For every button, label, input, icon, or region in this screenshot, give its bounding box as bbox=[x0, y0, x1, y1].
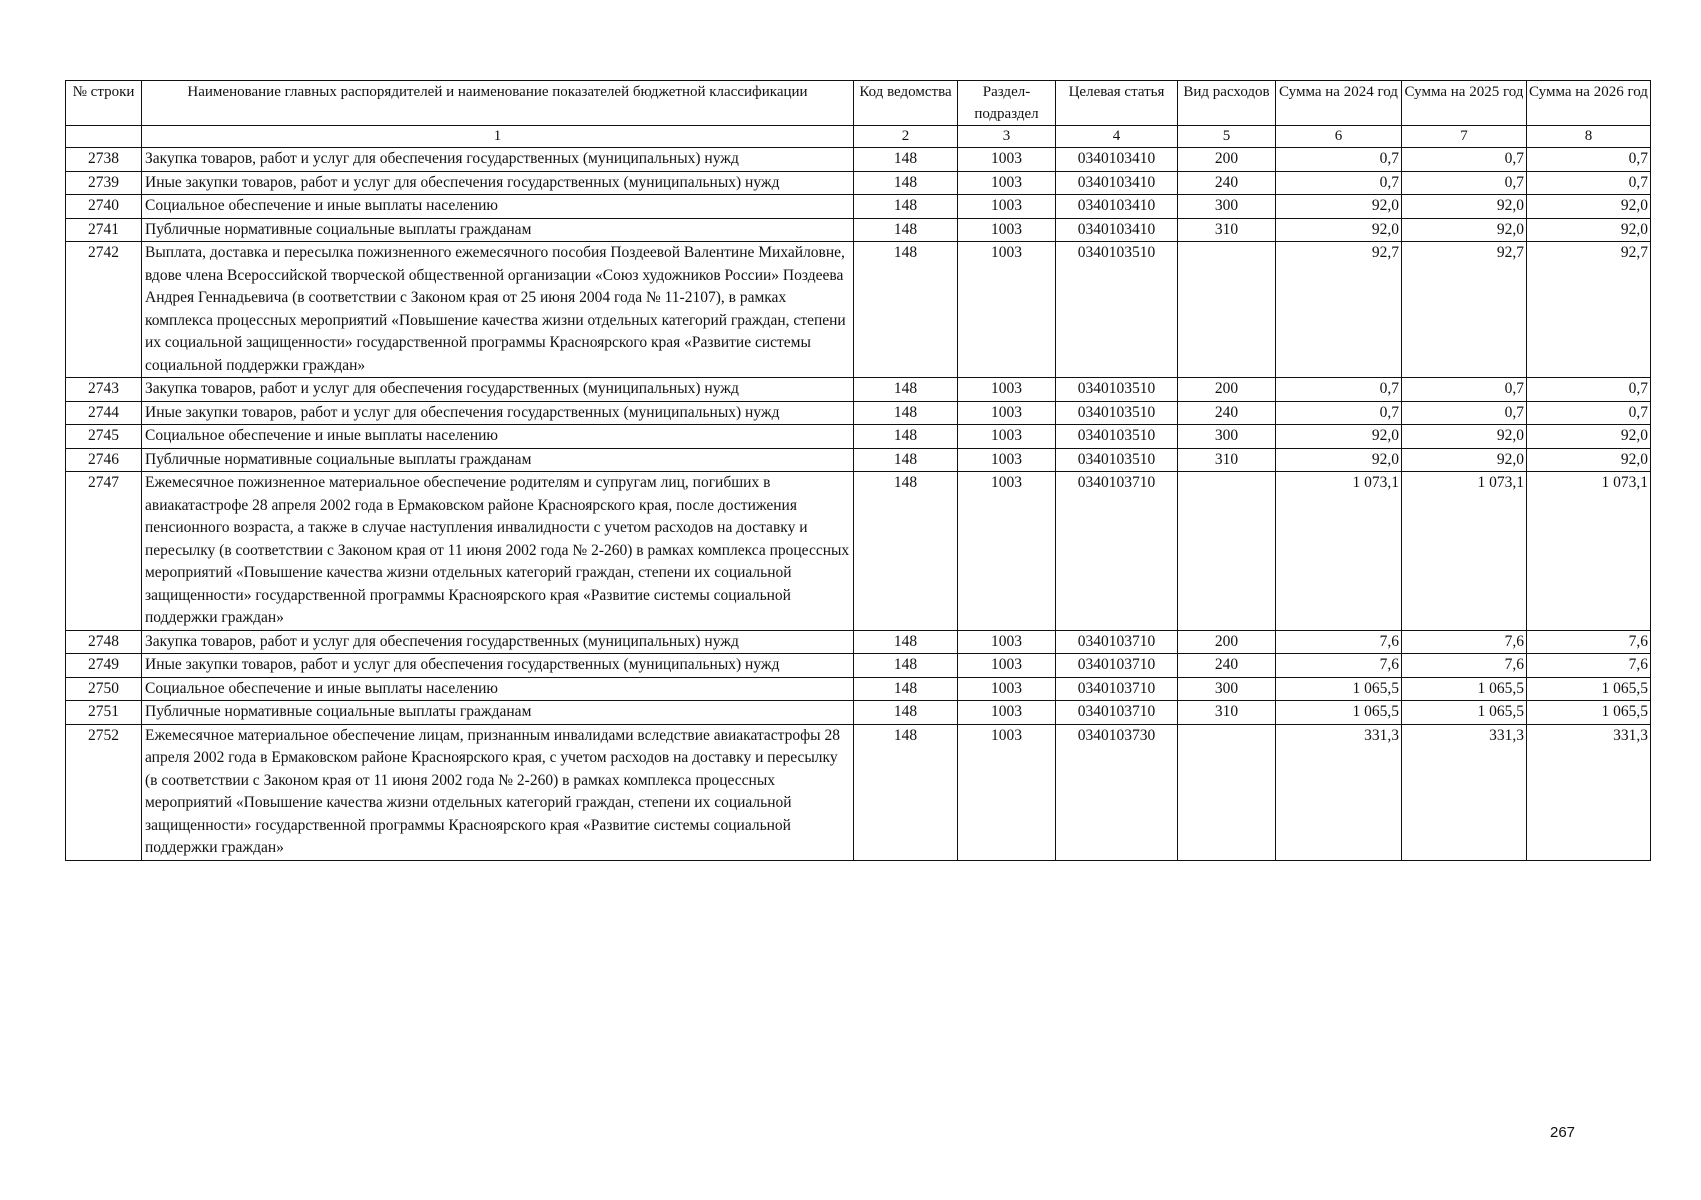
sum-2025: 92,0 bbox=[1402, 218, 1527, 242]
sum-2026: 7,6 bbox=[1527, 654, 1651, 678]
row-number: 2747 bbox=[66, 472, 142, 631]
sum-2025: 92,0 bbox=[1402, 448, 1527, 472]
header-sum-2025: Сумма на 2025 год bbox=[1402, 81, 1527, 126]
department-code: 148 bbox=[854, 654, 958, 678]
section-code: 1003 bbox=[958, 472, 1056, 631]
header-name: Наименование главных распорядителей и наименование показателей бюджетной классификации bbox=[142, 81, 854, 126]
expense-type-code: 240 bbox=[1178, 654, 1276, 678]
column-number: 4 bbox=[1056, 126, 1178, 148]
header-row bbox=[66, 81, 1651, 126]
expense-type-code: 300 bbox=[1178, 677, 1276, 701]
section-code: 1003 bbox=[958, 242, 1056, 378]
sum-2024: 92,0 bbox=[1276, 448, 1402, 472]
sum-2025: 92,7 bbox=[1402, 242, 1527, 378]
sum-2026: 0,7 bbox=[1527, 148, 1651, 172]
target-item-code: 0340103710 bbox=[1056, 677, 1178, 701]
sum-2024: 1 065,5 bbox=[1276, 701, 1402, 725]
expense-type-code bbox=[1178, 472, 1276, 631]
target-item-code: 0340103410 bbox=[1056, 195, 1178, 219]
expense-type-code: 300 bbox=[1178, 195, 1276, 219]
department-code: 148 bbox=[854, 425, 958, 449]
target-item-code: 0340103410 bbox=[1056, 171, 1178, 195]
row-number: 2743 bbox=[66, 378, 142, 402]
target-item-code: 0340103410 bbox=[1056, 218, 1178, 242]
department-code: 148 bbox=[854, 677, 958, 701]
section-code: 1003 bbox=[958, 218, 1056, 242]
section-code: 1003 bbox=[958, 378, 1056, 402]
header-sum-2026: Сумма на 2026 год bbox=[1527, 81, 1651, 126]
row-number: 2738 bbox=[66, 148, 142, 172]
page-number: 267 bbox=[1550, 1124, 1576, 1141]
row-name: Публичные нормативные социальные выплаты гражданам bbox=[142, 701, 854, 725]
sum-2026: 92,0 bbox=[1527, 425, 1651, 449]
header-row-number: № строки bbox=[66, 81, 142, 126]
expense-type-code bbox=[1178, 242, 1276, 378]
section-code: 1003 bbox=[958, 724, 1056, 860]
row-number: 2750 bbox=[66, 677, 142, 701]
sum-2026: 0,7 bbox=[1527, 378, 1651, 402]
department-code: 148 bbox=[854, 195, 958, 219]
target-item-code: 0340103510 bbox=[1056, 401, 1178, 425]
target-item-code: 0340103710 bbox=[1056, 701, 1178, 725]
sum-2026: 0,7 bbox=[1527, 401, 1651, 425]
target-item-code: 0340103710 bbox=[1056, 630, 1178, 654]
section-code: 1003 bbox=[958, 195, 1056, 219]
row-name: Ежемесячное материальное обеспечение лицам, признанным инвалидами вследствие авиакатастрофы 28 апреля 2002 года в Ермаковском районе Красноярского края, с учетом расходов на доставку и пересылку (в соответствии с Законом края от 11 июня 2002 года № 2-260) в рамках комплекса процессных мероприятий «Повышение качества жизни отдельных категорий граждан, степени их социальной защищенности» государственной программы Красноярского края «Развитие системы социальной поддержки граждан» bbox=[142, 724, 854, 860]
table-row bbox=[66, 448, 1651, 472]
header-sum-2024: Сумма на 2024 год bbox=[1276, 81, 1402, 126]
sum-2025: 1 065,5 bbox=[1402, 677, 1527, 701]
section-code: 1003 bbox=[958, 677, 1056, 701]
expense-type-code: 200 bbox=[1178, 630, 1276, 654]
sum-2024: 1 073,1 bbox=[1276, 472, 1402, 631]
row-name: Публичные нормативные социальные выплаты гражданам bbox=[142, 218, 854, 242]
row-number: 2744 bbox=[66, 401, 142, 425]
target-item-code: 0340103510 bbox=[1056, 425, 1178, 449]
expense-type-code: 310 bbox=[1178, 701, 1276, 725]
table-row bbox=[66, 701, 1651, 725]
row-number: 2748 bbox=[66, 630, 142, 654]
sum-2025: 0,7 bbox=[1402, 171, 1527, 195]
header-section: Раздел-подраздел bbox=[958, 81, 1056, 126]
table-row bbox=[66, 677, 1651, 701]
column-number-row bbox=[66, 126, 1651, 148]
sum-2025: 0,7 bbox=[1402, 378, 1527, 402]
sum-2026: 92,0 bbox=[1527, 448, 1651, 472]
sum-2024: 92,0 bbox=[1276, 218, 1402, 242]
department-code: 148 bbox=[854, 242, 958, 378]
row-name: Иные закупки товаров, работ и услуг для обеспечения государственных (муниципальных) нужд bbox=[142, 401, 854, 425]
table-row bbox=[66, 242, 1651, 378]
sum-2024: 0,7 bbox=[1276, 378, 1402, 402]
header-expense-type: Вид расходов bbox=[1178, 81, 1276, 126]
row-name: Закупка товаров, работ и услуг для обеспечения государственных (муниципальных) нужд bbox=[142, 148, 854, 172]
expense-type-code: 310 bbox=[1178, 218, 1276, 242]
row-name: Публичные нормативные социальные выплаты гражданам bbox=[142, 448, 854, 472]
sum-2025: 92,0 bbox=[1402, 425, 1527, 449]
section-code: 1003 bbox=[958, 401, 1056, 425]
row-number: 2741 bbox=[66, 218, 142, 242]
sum-2024: 0,7 bbox=[1276, 148, 1402, 172]
sum-2026: 92,7 bbox=[1527, 242, 1651, 378]
target-item-code: 0340103510 bbox=[1056, 242, 1178, 378]
department-code: 148 bbox=[854, 724, 958, 860]
sum-2024: 7,6 bbox=[1276, 630, 1402, 654]
table-row bbox=[66, 630, 1651, 654]
sum-2024: 92,0 bbox=[1276, 195, 1402, 219]
sum-2024: 7,6 bbox=[1276, 654, 1402, 678]
sum-2025: 0,7 bbox=[1402, 148, 1527, 172]
column-number: 8 bbox=[1527, 126, 1651, 148]
row-name: Социальное обеспечение и иные выплаты населению bbox=[142, 195, 854, 219]
table-row bbox=[66, 724, 1651, 860]
sum-2025: 7,6 bbox=[1402, 630, 1527, 654]
section-code: 1003 bbox=[958, 654, 1056, 678]
expense-type-code bbox=[1178, 724, 1276, 860]
target-item-code: 0340103710 bbox=[1056, 654, 1178, 678]
column-number: 2 bbox=[854, 126, 958, 148]
sum-2026: 92,0 bbox=[1527, 195, 1651, 219]
sum-2026: 7,6 bbox=[1527, 630, 1651, 654]
table-row bbox=[66, 148, 1651, 172]
row-name: Иные закупки товаров, работ и услуг для обеспечения государственных (муниципальных) нужд bbox=[142, 171, 854, 195]
department-code: 148 bbox=[854, 401, 958, 425]
table-row bbox=[66, 218, 1651, 242]
sum-2026: 331,3 bbox=[1527, 724, 1651, 860]
table-row bbox=[66, 472, 1651, 631]
target-item-code: 0340103710 bbox=[1056, 472, 1178, 631]
column-number: 6 bbox=[1276, 126, 1402, 148]
sum-2026: 1 065,5 bbox=[1527, 677, 1651, 701]
target-item-code: 0340103510 bbox=[1056, 378, 1178, 402]
sum-2024: 92,0 bbox=[1276, 425, 1402, 449]
section-code: 1003 bbox=[958, 630, 1056, 654]
table-body bbox=[66, 148, 1651, 861]
section-code: 1003 bbox=[958, 171, 1056, 195]
sum-2026: 92,0 bbox=[1527, 218, 1651, 242]
department-code: 148 bbox=[854, 701, 958, 725]
sum-2024: 92,7 bbox=[1276, 242, 1402, 378]
sum-2025: 92,0 bbox=[1402, 195, 1527, 219]
table-row bbox=[66, 401, 1651, 425]
sum-2026: 1 065,5 bbox=[1527, 701, 1651, 725]
department-code: 148 bbox=[854, 378, 958, 402]
row-number: 2751 bbox=[66, 701, 142, 725]
column-number: 5 bbox=[1178, 126, 1276, 148]
section-code: 1003 bbox=[958, 701, 1056, 725]
table-row bbox=[66, 378, 1651, 402]
sum-2025: 331,3 bbox=[1402, 724, 1527, 860]
row-number: 2742 bbox=[66, 242, 142, 378]
header-department-code: Код ведомства bbox=[854, 81, 958, 126]
department-code: 148 bbox=[854, 171, 958, 195]
sum-2026: 1 073,1 bbox=[1527, 472, 1651, 631]
department-code: 148 bbox=[854, 218, 958, 242]
column-number bbox=[66, 126, 142, 148]
row-number: 2752 bbox=[66, 724, 142, 860]
column-number: 3 bbox=[958, 126, 1056, 148]
sum-2024: 331,3 bbox=[1276, 724, 1402, 860]
row-name: Социальное обеспечение и иные выплаты населению bbox=[142, 425, 854, 449]
target-item-code: 0340103510 bbox=[1056, 448, 1178, 472]
row-name: Иные закупки товаров, работ и услуг для обеспечения государственных (муниципальных) нужд bbox=[142, 654, 854, 678]
sum-2025: 0,7 bbox=[1402, 401, 1527, 425]
target-item-code: 0340103410 bbox=[1056, 148, 1178, 172]
sum-2024: 1 065,5 bbox=[1276, 677, 1402, 701]
row-name: Закупка товаров, работ и услуг для обеспечения государственных (муниципальных) нужд bbox=[142, 378, 854, 402]
sum-2025: 7,6 bbox=[1402, 654, 1527, 678]
table-row bbox=[66, 195, 1651, 219]
section-code: 1003 bbox=[958, 448, 1056, 472]
table-row bbox=[66, 425, 1651, 449]
row-name: Выплата, доставка и пересылка пожизненного ежемесячного пособия Поздеевой Валентине Михайловне, вдове члена Всероссийской творческой общественной организации «Союз художников России» Поздеева Андрея Геннадьевича (в соответствии с Законом края от 25 июня 2004 года № 11-2107), в рамках комплекса процессных мероприятий «Повышение качества жизни отдельных категорий граждан, степени их социальной защищенности» государственной программы Красноярского края «Развитие системы социальной поддержки граждан» bbox=[142, 242, 854, 378]
row-name: Закупка товаров, работ и услуг для обеспечения государственных (муниципальных) нужд bbox=[142, 630, 854, 654]
sum-2024: 0,7 bbox=[1276, 401, 1402, 425]
sum-2025: 1 073,1 bbox=[1402, 472, 1527, 631]
department-code: 148 bbox=[854, 148, 958, 172]
row-number: 2749 bbox=[66, 654, 142, 678]
expense-type-code: 300 bbox=[1178, 425, 1276, 449]
row-name: Ежемесячное пожизненное материальное обеспечение родителям и супругам лиц, погибших в авиакатастрофе 28 апреля 2002 года в Ермаковском районе Красноярского края, после достижения пенсионного возраста, а также в случае наступления инвалидности с учетом расходов на доставку и пересылку (в соответствии с Законом края от 11 июня 2002 года № 2-260) в рамках комплекса процессных мероприятий «Повышение качества жизни отдельных категорий граждан, степени их социальной защищенности» государственной программы Красноярского края «Развитие системы социальной поддержки граждан» bbox=[142, 472, 854, 631]
section-code: 1003 bbox=[958, 148, 1056, 172]
row-name: Социальное обеспечение и иные выплаты населению bbox=[142, 677, 854, 701]
header-target-item: Целевая статья bbox=[1056, 81, 1178, 126]
sum-2025: 1 065,5 bbox=[1402, 701, 1527, 725]
table-row bbox=[66, 654, 1651, 678]
row-number: 2745 bbox=[66, 425, 142, 449]
column-number: 1 bbox=[142, 126, 854, 148]
department-code: 148 bbox=[854, 630, 958, 654]
budget-table bbox=[65, 80, 1651, 861]
expense-type-code: 200 bbox=[1178, 378, 1276, 402]
sum-2024: 0,7 bbox=[1276, 171, 1402, 195]
table-row bbox=[66, 171, 1651, 195]
row-number: 2739 bbox=[66, 171, 142, 195]
expense-type-code: 310 bbox=[1178, 448, 1276, 472]
section-code: 1003 bbox=[958, 425, 1056, 449]
row-number: 2746 bbox=[66, 448, 142, 472]
row-number: 2740 bbox=[66, 195, 142, 219]
target-item-code: 0340103730 bbox=[1056, 724, 1178, 860]
department-code: 148 bbox=[854, 448, 958, 472]
expense-type-code: 200 bbox=[1178, 148, 1276, 172]
department-code: 148 bbox=[854, 472, 958, 631]
expense-type-code: 240 bbox=[1178, 401, 1276, 425]
expense-type-code: 240 bbox=[1178, 171, 1276, 195]
column-number: 7 bbox=[1402, 126, 1527, 148]
sum-2026: 0,7 bbox=[1527, 171, 1651, 195]
